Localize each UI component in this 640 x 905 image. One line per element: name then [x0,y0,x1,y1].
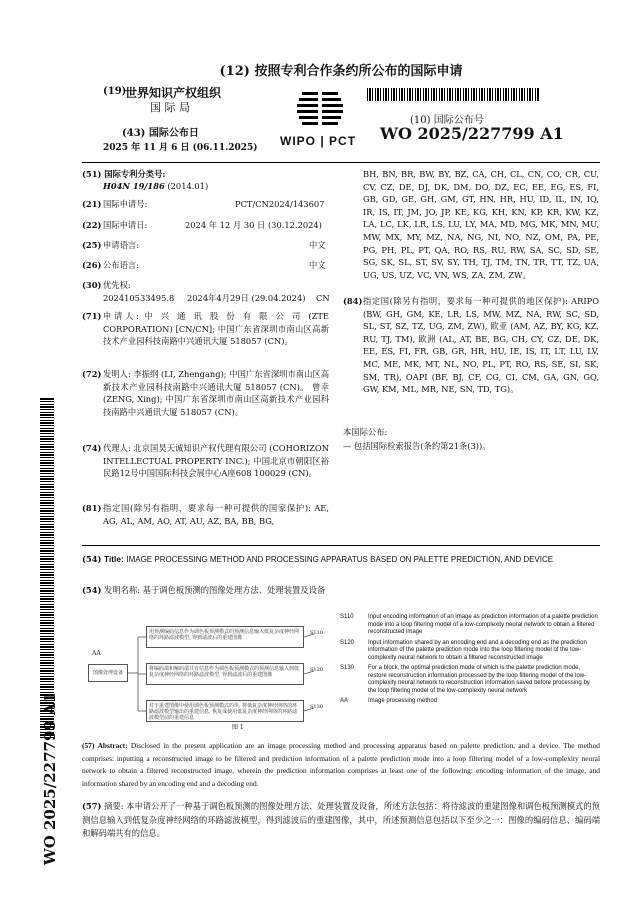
filing-code: (22) [82,220,102,230]
ipc-code [103,180,208,193]
org-code: (19) [103,86,127,97]
legend-item [340,698,598,706]
legend-item [340,640,598,663]
states-text: 指定国(除另有指明，要求每一种可提供的国家保护): AE, AG, AL, AM, AO, AT, AU, AZ, BA, BB, BG, [103,503,329,526]
inventor-code: (72) [82,369,102,379]
side-pub-number: WO 2025/227799 A1 [41,692,59,866]
title-en-label: Title: [104,554,124,564]
states-code: (81) [82,503,102,513]
legend-text: Image processing method [368,698,438,704]
figure-drawing [82,612,332,732]
figure-legend [340,614,598,706]
legend-item [340,614,598,637]
legend-code: S120 [340,639,355,646]
title-en-code: (54) [82,554,102,564]
priority-date: 2024年4月29日 (29.04.2024) [187,293,306,303]
agent-code: (74) [82,443,102,453]
inventor-text: 发明人: 李振纲 (LI, Zhengang); 中国广东省深圳市南山区高新技术产业园科技南路中兴通讯大厦 518057 (CN)。 曾幸 (ZENG, Xing); 中国广东省深圳市南山区高新技术产业园科技南路中兴通讯大厦 518057 (CN)。 [103,369,329,417]
abstract-zh-text: 摘要: 本申请公开了一种基于调色板预测的图像处理方法、处理装置及设备，所述方法包括：将待滤波的重建图像和调色板预测模式的预测信息输入到低复杂度神经网络的环路滤波模型，得到滤波后的重建图像，其中，所述预测信息包括以下至少之一：图像的编码信息、编码端和解码端共有的信息。 [82,801,600,838]
published-label: 本国际公布: [343,427,388,437]
legend-text: Input information shared by an encoding end and a decoding end as the prediction information of the palette prediction mode into the loop filtering model of the low-complexity neural network to obtain a filtered reconstructed image [368,639,587,661]
abstract-zh-code: (57) [82,801,102,811]
figure-aa-box: 图像处理设备 [88,664,128,682]
wipo-pct-text: WIPO | PCT [280,134,357,148]
title-zh-text: 发明名称: 基于调色板预测的图像处理方法、处理装置及设备 [104,585,326,595]
abstract-en [82,740,600,791]
figure-label-s110: S110 [310,630,323,636]
abstract-en-text: Disclosed in the present application are an image processing method and processing apparatus based on palette prediction, and a device. The method comprises: inputting a reconstructed image to be filtered and prediction information of a palette prediction mode into a loop filtering model of a low-complexity neural network to obtain a filtered reconstructed image, wherein the prediction information comprises at least one of the following: encoding information of the image, and information shared by an encoding end and a decoding end. [82,741,600,789]
org-bureau: 国 际 局 [150,101,190,114]
app-no-code: (21) [82,199,102,209]
figure-connectors [82,612,332,732]
title-rule [82,545,600,546]
title-en-text: IMAGE PROCESSING METHOD AND PROCESSING APPARATUS BASED ON PALETTE PREDICTION, AND DEVICE [126,555,554,564]
figure-step-box-2: 将编码端和解码端共有信息作为调色板预测模式的预测信息输入到低复杂度神经网络的环路滤波模型, 得到滤波后的重建图像 [146,663,304,685]
title-en-block [82,553,600,567]
legend-text: Input encoding information of an image as prediction information of a palette prediction mode into a loop filtering model of a low-complexity neural network to obtain a filtered reconstructed image [368,614,598,635]
figure-caption: 图 1 [232,724,244,731]
wipo-logo [272,88,368,150]
regional-text: 指定国(除另有指明，要求每一种可提供的地区保护): ARIPO (BW, GH, GM, KE, LR, LS, MW, MZ, NA, RW, SC, SD, SL, ST, SZ, TZ, UG, ZM, ZW), 欧亚 (AM, AZ, BY, KG, KZ, RU, TJ, TM), 欧洲 (AL, AT, BE, BG, CH, CY, CZ, DE, DK, EE, ES, FI, FR, GB, GR, HR, HU, IE, IS, IT, LT, LU, LV, MC, ME, MK, MT, NL, NO, PL, PT, RO, RS, SE, SI, SK, SM, TR), OAPI (BF, BJ, CF, CG, CI, CM, GA, GN, GQ, GW, KM, ML, MR, NE, SN, TD, TG)。 [363,296,599,395]
applicant-code: (71) [82,311,102,321]
title-zh-code: (54) [82,585,102,595]
priority-label: 优先权: [103,280,131,290]
pub-no: WO 2025/227799 A1 [380,124,564,143]
app-no: PCT/CN2024/143607 [235,199,325,209]
pub-date: 2025 年 11 月 6 日 (06.11.2025) [103,143,258,153]
pub-no-label: (10) 国际公布号 [410,115,484,126]
lang-code: (25) [82,240,102,250]
priority-code: (30) [82,280,102,290]
legend-item [340,665,598,695]
figure-step-box-1: 用预测编码信息作为调色板预测模式的预测信息输入低复杂度神经网络的环路滤波模型, 得到滤波后的重建图像 [146,626,304,648]
regional-code: (84) [343,296,363,306]
lang-value: 中文 [309,240,326,250]
abstract-zh [82,800,600,841]
figure-label-s120: S120 [310,667,323,673]
legend-code: S130 [340,665,355,671]
legend-code: AA [340,698,349,704]
agent-text: 代理人: 北京国昊天诚知识产权代理有限公司 (COHORIZON INTELLECTUAL PROPERTY INC.); 中国北京市朝阳区裕民路12号中国国际科技会展中心A座608 100029 (CN)。 [103,443,329,479]
top-barcode [367,88,539,101]
ipc-value: H04N 19/186 [103,181,165,191]
published-item: — 包括国际检索报告(条约第21条(3))。 [343,441,491,451]
app-no-label: 国际申请号: [103,199,148,209]
document-type-title: (12) 按照专利合作条约所公布的国际申请 [219,64,463,79]
priority-country: CN [316,293,330,303]
abstract-en-code: (57) [82,741,95,750]
pub-lang-label: 公布语言: [103,260,139,270]
applicant-text: 申请人: 中 兴 通 讯 股 份 有 限 公 司 (ZTE CORPORATION) [CN/CN]; 中国广东省深圳市南山区高新技术产业园科技南路中兴通讯大厦 518057 (CN)。 [103,311,329,347]
figure-label-s130: S130 [310,704,323,710]
legend-text: For a block, the optimal prediction mode of which is the palette prediction mode, restore reconstruction information processed by the loop filtering model of the low-complexity neural network to reconstruction information saved before processing by the loop filtering model of the low-complexity neural network [368,665,590,694]
ipc-year: (2014.01) [167,181,209,191]
pub-date-label: (43) 国际公布日 [122,128,199,139]
abstract-en-label: Abstract: [97,741,128,750]
figure-aa-label: AA [92,650,101,657]
legend-code: S110 [340,614,354,620]
states-continued: BH, BN, BR, BW, BY, BZ, CA, CH, CL, CN, CO, CR, CU, CV, CZ, DE, DJ, DK, DM, DO, DZ, EC, EE, EG, ES, FI, GB, GD, GE, GH, GM, GT, HN, HR, HU, ID, IL, IN, IQ, IR, IS, IT, JM, JO, JP, KE, KG, KH, KN, KP, KR, KW, KZ, LA, LC, LK, LR, LS, LU, LY, MA, MD, MG, MK, MN, MU, MW, MX, MY, MZ, NA, NG, NI, NO, NZ, OM, PA, PE, PG, PH, PL, PT, QA, RO, RS, RU, RW, SA, SC, SD, SE, SG, SK, SL, ST, SV, SY, TH, TJ, TM, TN, TR, TT, TZ, UA, UG, US, UZ, VC, VN, WS, ZA, ZM, ZW。 [363,169,599,280]
priority-no: 202410533495.8 [103,293,175,303]
ipc-label: (51) 国际专利分类号: [82,169,166,179]
pub-lang-code: (26) [82,260,102,270]
filing-date: 2024 年 12 月 30 日 (30.12.2024) [185,220,322,230]
title-zh-block [82,584,325,597]
org-name: 世界知识产权组织 [125,86,222,100]
filing-label: 国际申请日: [103,220,148,230]
lang-label: 申请语言: [103,240,139,250]
figure-step-box-3: 对于重建图像中使用调色板预测模式的块, 将低复杂度神经网络的环路滤波模型输出的重建信息, 恢复成使用低复杂度神经网络的环路滤波模型前的重建信息 [146,700,304,722]
header-rule [82,162,600,163]
pub-lang-value: 中文 [309,260,326,270]
wipo-emblem-icon [272,88,368,134]
